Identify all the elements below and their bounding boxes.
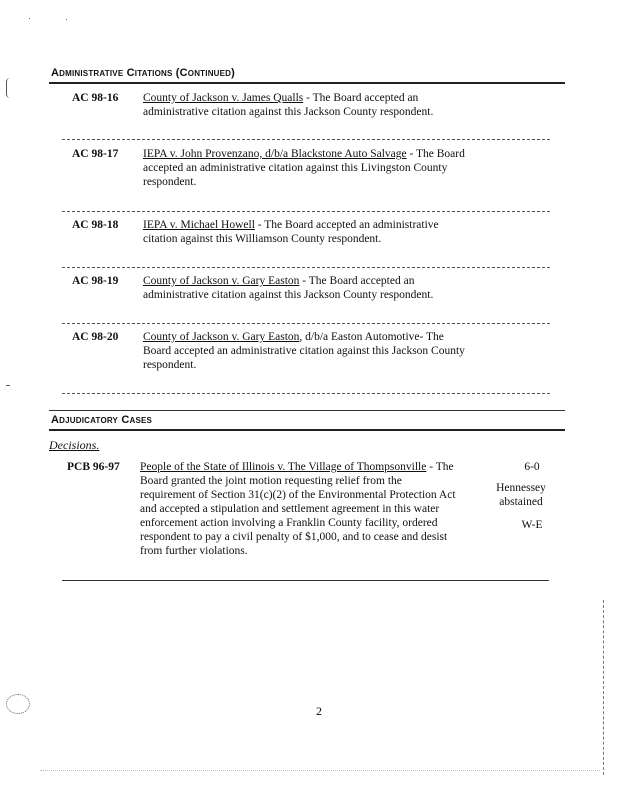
case-text: , d/b/a Easton Automotive- The Board accepted an administrative citation against this Jackson County respondent.: [143, 331, 465, 371]
case-description: [143, 147, 473, 189]
case-id: AC 98-19: [72, 275, 119, 287]
case-id: AC 98-18: [72, 219, 119, 231]
divider: [62, 323, 550, 324]
case-caption: IEPA v. Michael Howell: [143, 219, 255, 231]
case-caption: People of the State of Illinois v. The Village of Thompsonville: [140, 461, 427, 473]
case-text: - The Board granted the joint motion requesting relief from the requirement of Section 31(c)(2) of the Environmental Protection Act and accepted a stipulation and settlement agreement in this water enforcement action involving a Franklin County facility, ordered respondent to pay a civil penalty of $1,000, and to cease and desist from further violations.: [140, 461, 456, 557]
section-rule: [49, 82, 565, 84]
scan-speck: [29, 18, 30, 19]
divider: [62, 393, 550, 394]
divider: [62, 580, 549, 581]
scan-mark: [6, 694, 30, 714]
case-text: - The Board accepted an administrative citation against this Livingston County respondent.: [143, 148, 465, 188]
case-text: - The Board accepted an administrative citation against this Jackson County respondent.: [143, 275, 434, 301]
case-caption: IEPA v. John Provenzano, d/b/a Blackstone Auto Salvage: [143, 148, 407, 160]
scan-noise: [40, 770, 600, 771]
subheading-text: Decisions: [49, 438, 97, 452]
vote-tally: 6-0: [524, 461, 540, 473]
divider: [62, 267, 550, 268]
case-caption: County of Jackson v. Gary Easton: [143, 275, 300, 287]
vote-note: Hennessey abstained: [496, 482, 546, 508]
case-description: [143, 330, 473, 372]
case-id: PCB 96-97: [67, 461, 120, 473]
divider: [62, 211, 550, 212]
case-id: AC 98-20: [72, 331, 119, 343]
section-rule: [49, 410, 565, 411]
section-rule: [49, 429, 565, 431]
case-caption: County of Jackson v. James Qualls: [143, 92, 304, 104]
case-caption: County of Jackson v. Gary Easton: [143, 331, 300, 343]
case-category: W-E: [521, 519, 543, 531]
case-text: - The Board accepted an administrative citation against this Williamson County respondent.: [143, 219, 439, 245]
case-description: [143, 274, 463, 302]
scan-mark: [6, 78, 12, 98]
section-title-administrative-citations: Administrative Citations (Continued): [51, 67, 236, 79]
scan-speck: [66, 19, 67, 20]
subheading-decisions: Decisions.: [49, 438, 100, 452]
case-description: [143, 218, 473, 246]
scan-mark: [6, 385, 10, 389]
scan-mark: [603, 600, 604, 775]
divider: [62, 139, 550, 140]
case-description: [140, 460, 460, 558]
case-description: [143, 91, 463, 119]
case-id: AC 98-17: [72, 148, 119, 160]
case-id: AC 98-16: [72, 92, 119, 104]
section-title-adjudicatory-cases: Adjudicatory Cases: [51, 414, 153, 426]
page-number: 2: [316, 704, 322, 718]
case-text: - The Board accepted an administrative citation against this Jackson County respondent.: [143, 92, 434, 118]
